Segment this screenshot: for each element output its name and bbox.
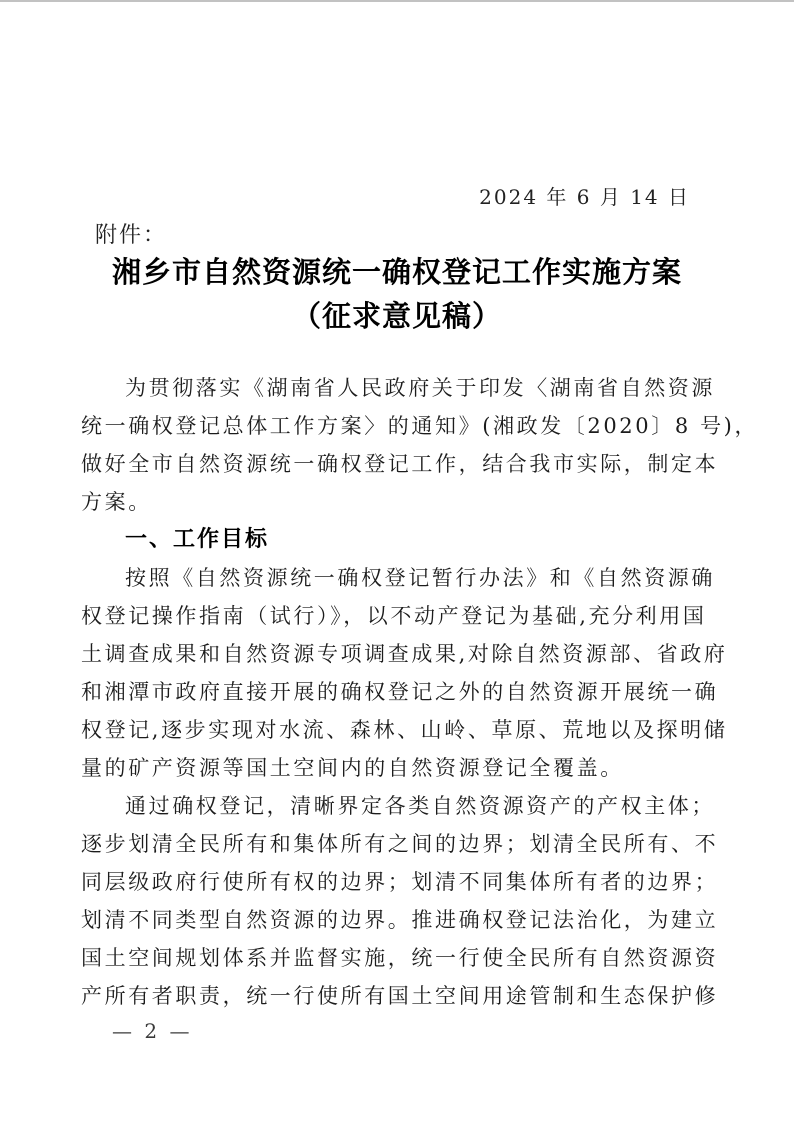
- body-text-line: 权登记操作指南（试行）》，以不动产登记为基础,充分利用国: [81, 604, 707, 628]
- section-heading: 一、工作目标: [125, 527, 270, 552]
- body-text-line: 产所有者职责，统一行使所有国土空间用途管制和生态保护修: [81, 984, 719, 1008]
- body-text-line: 统一确权登记总体工作方案〉的通知》(湘政发〔2020〕8 号)，: [81, 414, 759, 438]
- body-text-line: 做好全市自然资源统一确权登记工作，结合我市实际，制定本: [81, 452, 719, 476]
- body-text-line: 和湘潭市政府直接开展的确权登记之外的自然资源开展统一确: [81, 680, 719, 704]
- body-text-line: 国土空间规划体系并监督实施，统一行使全民所有自然资源资: [81, 946, 719, 970]
- document-title-line2: （征求意见稿）: [291, 299, 502, 333]
- body-text-line: 方案。: [81, 490, 152, 514]
- body-text-line: 同层级政府行使所有权的边界；划清不同集体所有者的边界；: [81, 870, 719, 894]
- body-text-line: 通过确权登记，清晰界定各类自然资源资产的产权主体；: [125, 794, 715, 818]
- document-title: [0, 250, 794, 338]
- page-top-edge-line: [0, 0, 794, 2]
- document-date: 2024 年 6 月 14 日: [479, 185, 690, 209]
- attachment-label: 附件：: [95, 223, 168, 248]
- body-text-line: 权登记,逐步实现对水流、森林、山岭、草原、荒地以及探明储: [81, 718, 728, 742]
- body-text-line: 土调查成果和自然资源专项调查成果,对除自然资源部、省政府: [81, 642, 728, 666]
- document-body: [81, 369, 759, 1015]
- body-text-line: 量的矿产资源等国土空间内的自然资源登记全覆盖。: [81, 756, 624, 780]
- page-number: — 2 —: [112, 1019, 193, 1043]
- body-text-line: 按照《自然资源统一确权登记暂行办法》和《自然资源确: [125, 566, 715, 590]
- body-text-line: 划清不同类型自然资源的边界。推进确权登记法治化，为建立: [81, 908, 719, 932]
- body-text-line: 逐步划清全民所有和集体所有之间的边界；划清全民所有、不: [81, 832, 719, 856]
- body-text-line: 为贯彻落实《湖南省人民政府关于印发〈湖南省自然资源: [125, 376, 715, 400]
- document-title-line1: 湘乡市自然资源统一确权登记工作实施方案: [111, 255, 682, 289]
